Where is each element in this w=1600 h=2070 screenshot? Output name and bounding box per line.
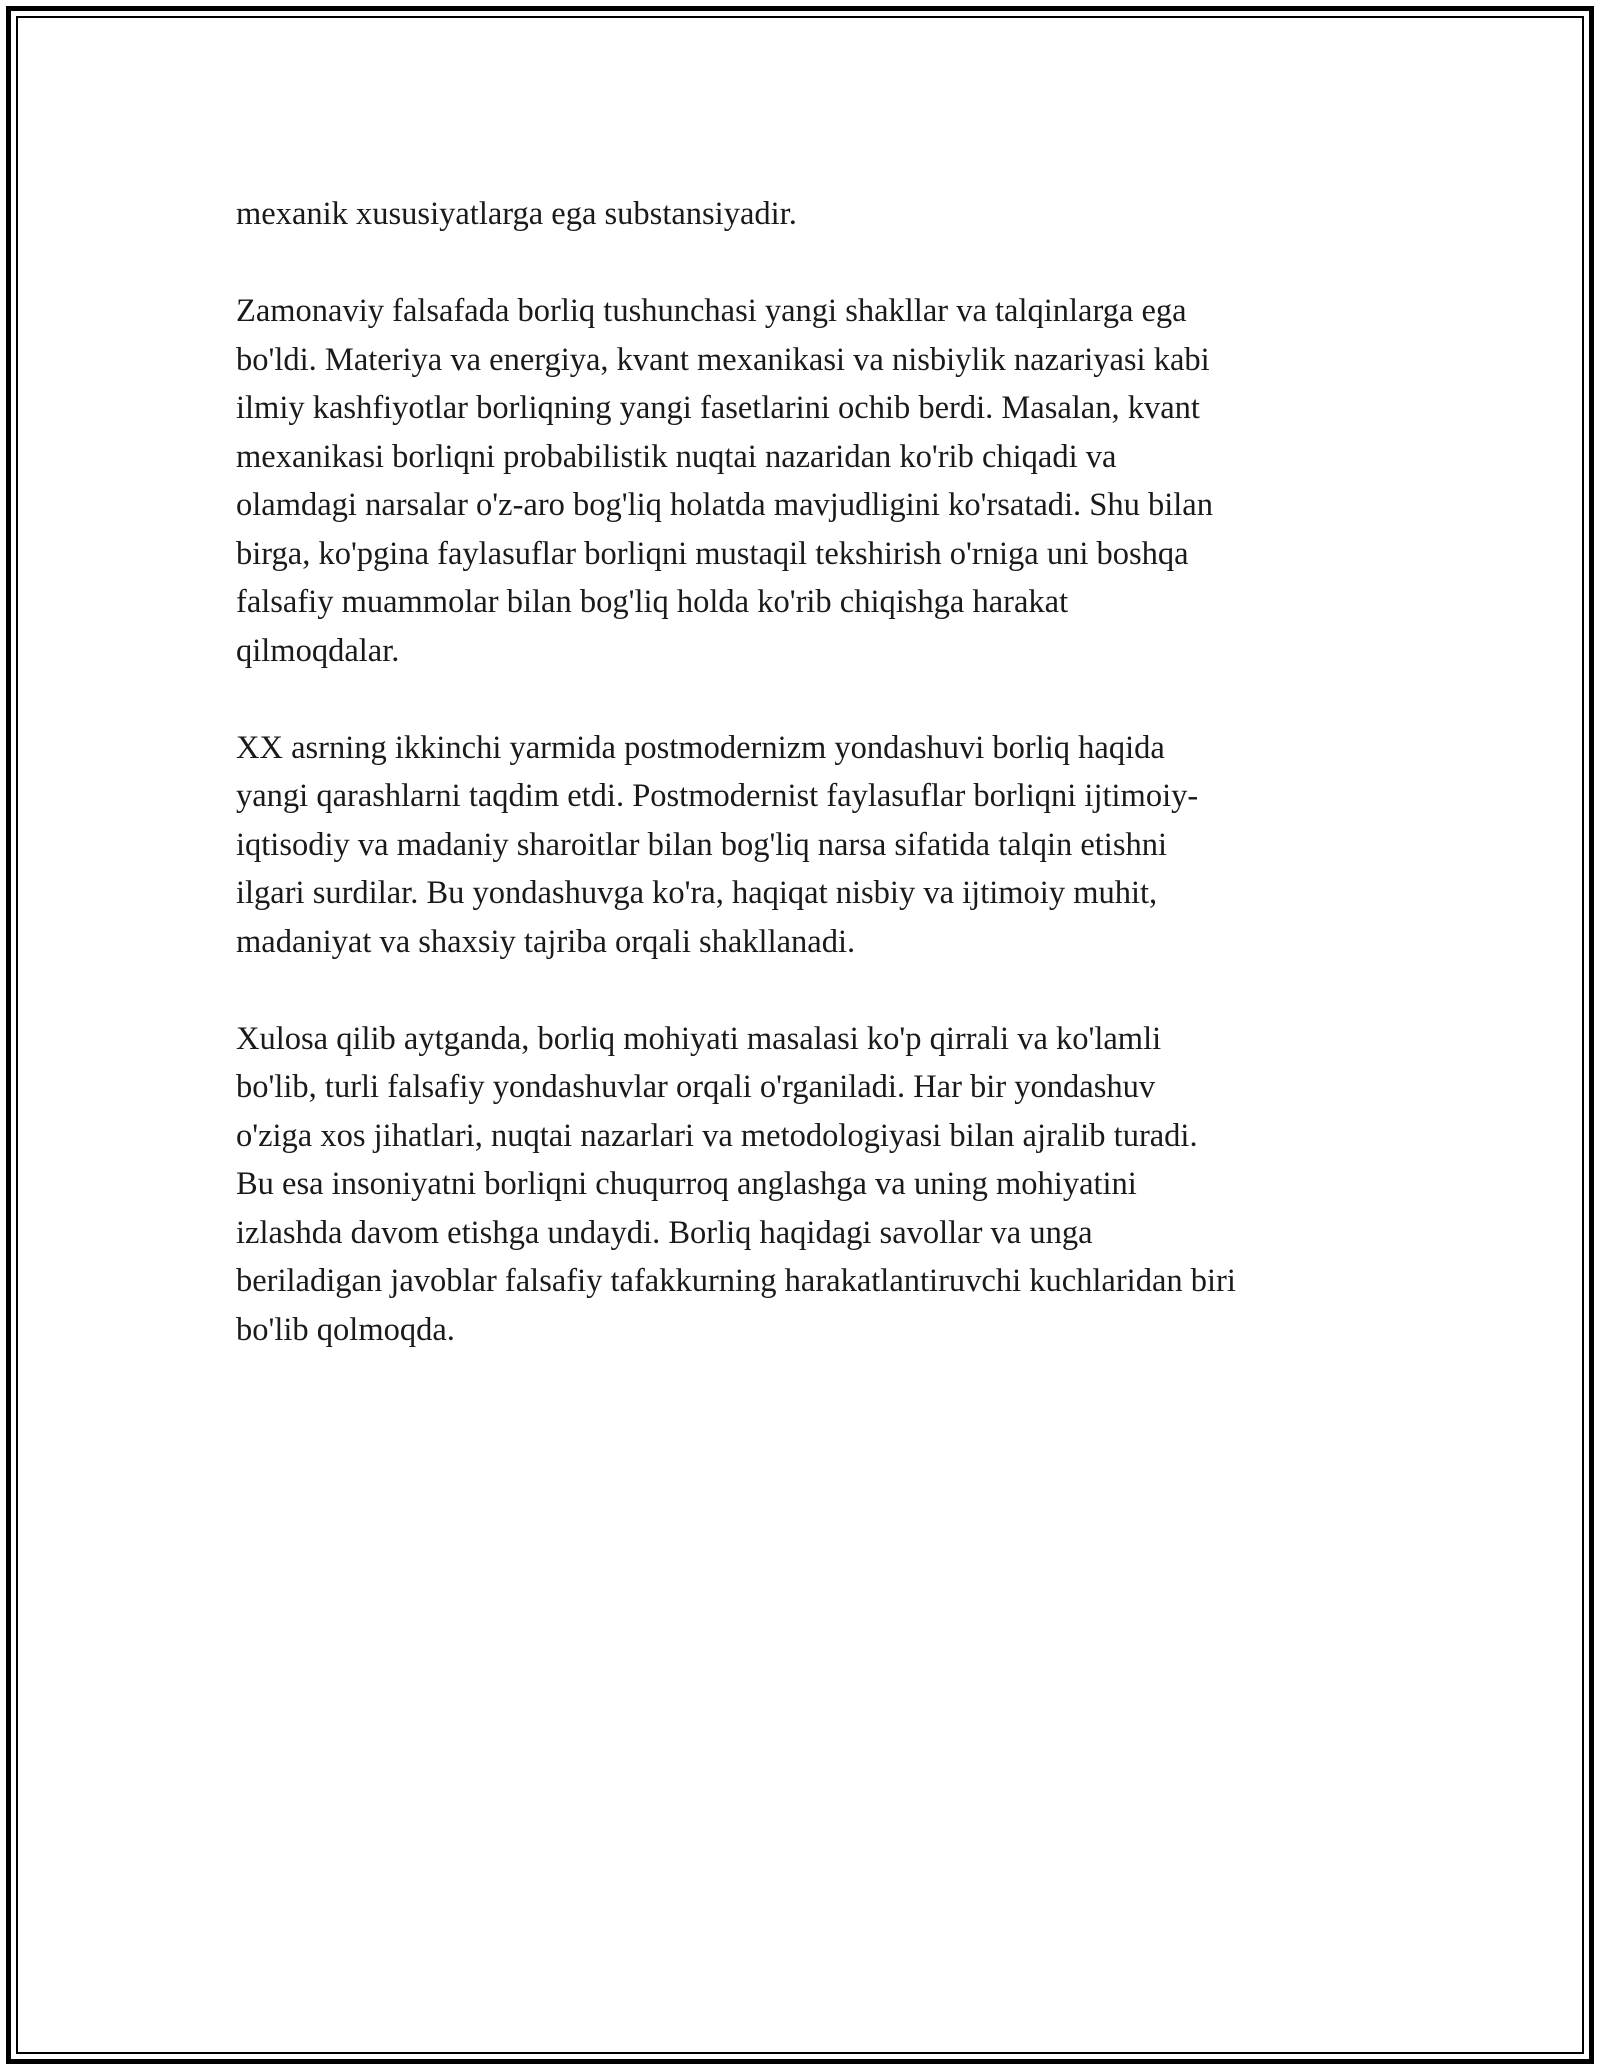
text-line: bo'lib qolmoqda. [236,1311,455,1348]
text-line: Zamonaviy falsafada borliq tushunchasi yangi shakllar va talqinlarga ega [236,293,1187,329]
text-line: yangi qarashlarni taqdim etdi. Postmodernist faylasuflar borliqni ijtimoiy- [236,778,1199,814]
paragraph-4 [236,1015,1386,1355]
text-line: iqtisodiy va madaniy sharoitlar bilan bog'liq narsa sifatida talqin etishni [236,826,1168,863]
text-line: beriladigan javoblar falsafiy tafakkurning harakatlantiruvchi kuchlaridan biri [236,1263,1236,1299]
paragraph-2 [236,287,1386,675]
paragraph-1 [236,190,1386,239]
text-line: bo'ldi. Materiya va energiya, kvant mexanikasi va nisbiylik nazariyasi kabi [236,341,1210,378]
document-body [236,190,1386,1403]
text-line: Bu esa insoniyatni borliqni chuqurroq anglashga va uning mohiyatini [236,1166,1137,1202]
text-line: izlashda davom etishga undaydi. Borliq haqidagi savollar va unga [236,1214,1093,1251]
text-line: falsafiy muammolar bilan bog'liq holda ko'rib chiqishga harakat [236,584,1069,620]
text-line: mexanik xususiyatlarga ega substansiyadir. [236,196,797,232]
text-line: qilmoqdalar. [236,632,400,669]
paragraph-3 [236,724,1386,967]
text-line: birga, ko'pgina faylasuflar borliqni mustaqil tekshirish o'rniga uni boshqa [236,535,1189,572]
text-line: Xulosa qilib aytganda, borliq mohiyati masalasi ko'p qirrali va ko'lamli [236,1020,1162,1057]
text-line: ilgari surdilar. Bu yondashuvga ko'ra, haqiqat nisbiy va ijtimoiy muhit, [236,875,1158,911]
text-line: madaniyat va shaxsiy tajriba orqali shakllanadi. [236,923,856,960]
text-line: o'ziga xos jihatlari, nuqtai nazarlari va metodologiyasi bilan ajralib turadi. [236,1117,1198,1154]
text-line: XX asrning ikkinchi yarmida postmodernizm yondashuvi borliq haqida [236,729,1165,766]
text-line: mexanikasi borliqni probabilistik nuqtai nazaridan ko'rib chiqadi va [236,438,1117,475]
text-line: olamdagi narsalar o'z-aro bog'liq holatda mavjudligini ko'rsatadi. Shu bilan [236,487,1213,523]
text-line: bo'lib, turli falsafiy yondashuvlar orqali o'rganiladi. Har bir yondashuv [236,1069,1156,1105]
text-line: ilmiy kashfiyotlar borliqning yangi fasetlarini ochib berdi. Masalan, kvant [236,390,1200,426]
